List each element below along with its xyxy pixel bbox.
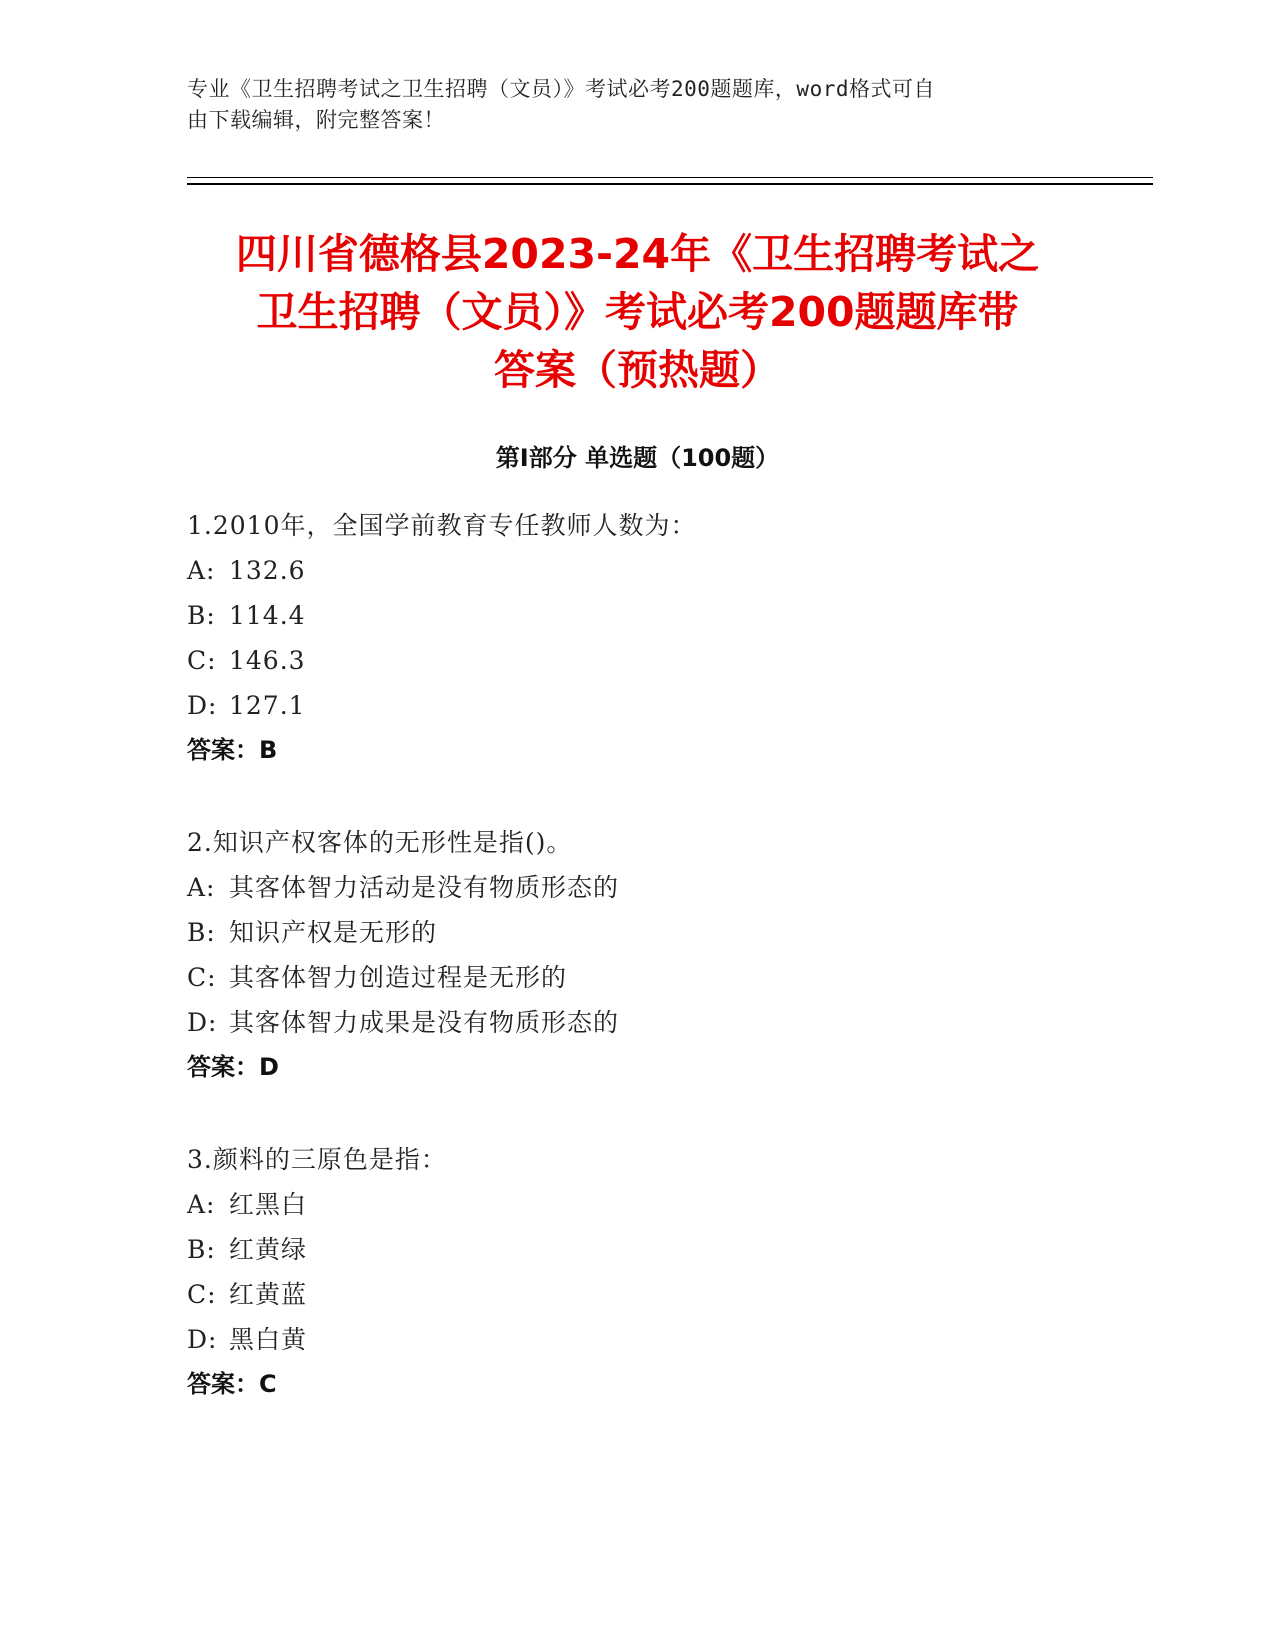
question-1 (187, 503, 696, 773)
option-d: D: 127.1 (187, 691, 306, 720)
header-note-line-1: 专业《卫生招聘考试之卫生招聘（文员）》考试必考200题题库，word格式可自 (187, 77, 935, 101)
header-rule-bottom (187, 183, 1153, 185)
document-title (150, 225, 1125, 399)
option-d: D: 黑白黄 (187, 1325, 308, 1354)
header-note (187, 74, 1067, 136)
title-line-2: 卫生招聘（文员）》考试必考200题题库带 (256, 288, 1019, 336)
answer: 答案：B (187, 736, 278, 764)
option-a: A: 132.6 (187, 556, 306, 585)
answer: 答案：D (187, 1053, 279, 1081)
question-stem: 1.2010年，全国学前教育专任教师人数为： (187, 511, 697, 540)
question-stem: 3.颜料的三原色是指： (187, 1145, 447, 1174)
option-b: B: 114.4 (187, 601, 306, 630)
answer: 答案：C (187, 1370, 277, 1398)
option-d: D: 其客体智力成果是没有物质形态的 (187, 1008, 620, 1037)
header-rule-top (187, 177, 1153, 178)
title-line-3: 答案（预热题） (494, 346, 781, 394)
section-heading: 第Ⅰ部分 单选题（100题） (495, 444, 780, 472)
option-c: C: 其客体智力创造过程是无形的 (187, 963, 568, 992)
question-2 (187, 820, 619, 1090)
option-a: A: 红黑白 (187, 1190, 308, 1219)
option-c: C: 红黄蓝 (187, 1280, 308, 1309)
title-line-1: 四川省德格县2023-24年《卫生招聘考试之 (235, 230, 1040, 278)
option-a: A: 其客体智力活动是没有物质形态的 (187, 873, 620, 902)
question-stem: 2.知识产权客体的无形性是指()。 (187, 828, 573, 857)
option-c: C: 146.3 (187, 646, 306, 675)
header-note-line-2: 由下载编辑，附完整答案！ (187, 108, 445, 132)
question-3 (187, 1137, 447, 1407)
option-b: B: 知识产权是无形的 (187, 918, 438, 947)
option-b: B: 红黄绿 (187, 1235, 308, 1264)
